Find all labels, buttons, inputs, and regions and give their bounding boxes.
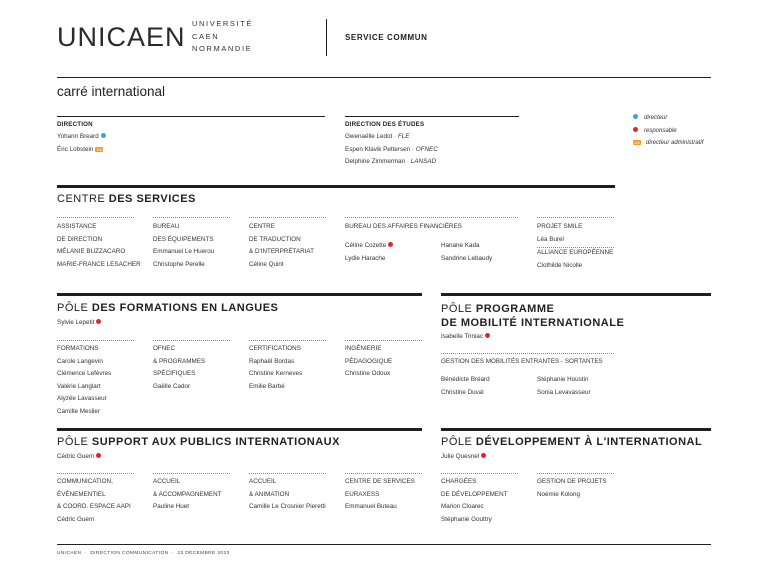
person-name: Stéphanie Gouttry xyxy=(441,515,492,523)
label-line: COMMUNICATION, xyxy=(57,478,113,485)
label-line: ACCUEIL xyxy=(249,478,277,485)
unit-label: GESTION DES MOBILITÉS ENTRANTES - SORTANTES xyxy=(441,358,603,365)
legend-item xyxy=(633,112,703,125)
header-divider xyxy=(326,19,327,56)
pole-mobilite-heading xyxy=(441,302,624,330)
direction-etudes-list xyxy=(345,131,438,169)
responsable-icon xyxy=(485,333,490,338)
person-role: FLE xyxy=(397,133,410,140)
list-item xyxy=(345,156,438,169)
divider xyxy=(57,217,134,218)
pole-support-rule xyxy=(57,428,422,431)
directeur-admin-icon: DA xyxy=(634,140,640,145)
label-line: ALLIANCE EUROPÉENNE xyxy=(537,249,614,257)
person-name: Julie Quesnel xyxy=(441,453,480,460)
heading-prefix: PÔLE xyxy=(57,436,92,448)
person-name: Emilie Barbé xyxy=(249,382,285,390)
unit-label xyxy=(153,343,205,393)
person-name: Pauline Huet xyxy=(153,503,190,511)
unicaen-logo xyxy=(57,22,186,53)
responsable-icon xyxy=(96,319,101,324)
divider xyxy=(153,340,230,341)
divider xyxy=(57,473,134,474)
directeur-admin-icon: DA xyxy=(96,146,103,152)
person-name: Léa Burel xyxy=(537,235,564,243)
divider xyxy=(441,353,614,354)
person-name: Espen Klavik Pettersen · xyxy=(345,145,416,153)
unit-label xyxy=(57,343,111,419)
label-line: PROJET SMILE xyxy=(537,223,583,230)
legend-label: directeur xyxy=(644,115,668,121)
label-line: BUREAU DES AFFAIRES FINANCIÈRES xyxy=(345,223,462,230)
person-list xyxy=(441,240,492,265)
unit-label xyxy=(57,476,131,526)
list-item xyxy=(345,240,393,253)
person-name: MÉLANIE BUZZACARO xyxy=(57,248,126,256)
divider xyxy=(153,473,230,474)
label-line: SPÉCIFIQUES xyxy=(153,370,196,378)
person-name: Raphaël Bordas xyxy=(249,357,295,365)
unit-label xyxy=(345,343,392,381)
pole-developpement-heading xyxy=(441,436,702,448)
heading-bold: SUPPORT AUX PUBLICS INTERNATIONAUX xyxy=(91,436,340,448)
university-line: CAEN xyxy=(192,31,220,41)
person-role: LANSAD xyxy=(410,158,436,166)
label-line: & ACCOMPAGNEMENT xyxy=(153,490,222,498)
person-name: Emmanuel Le Huerou xyxy=(153,248,215,256)
legend xyxy=(633,112,703,150)
divider xyxy=(249,340,326,341)
list-item xyxy=(57,144,106,157)
unit-label xyxy=(345,476,415,514)
person-name: Céline Quint xyxy=(249,260,284,268)
label-line: EURAXESS xyxy=(345,490,380,498)
label-line: DE DIRECTION xyxy=(57,235,103,243)
label-line: FORMATIONS xyxy=(57,345,99,352)
footer-rule xyxy=(57,544,711,545)
label-line: OFNEC xyxy=(153,345,176,352)
divider xyxy=(441,473,518,474)
label-line: INGÉNIERIE xyxy=(345,345,382,352)
pole-head xyxy=(441,331,490,344)
person-name: Bénédicte Bréard xyxy=(441,376,490,383)
person-name: Sonia Levavasseur xyxy=(537,388,591,396)
label-line: CENTRE xyxy=(249,223,275,230)
divider xyxy=(249,473,326,474)
label-line: ASSISTANCE xyxy=(57,223,97,230)
person-name: Christine Duval xyxy=(441,388,484,396)
person-name: Éric Lobstein xyxy=(57,145,94,153)
person-name: Marion Cloarec xyxy=(441,503,484,511)
legend-item xyxy=(633,137,703,150)
list-item xyxy=(57,131,106,144)
direction-etudes-rule xyxy=(345,116,519,117)
divider xyxy=(57,340,134,341)
responsable-icon xyxy=(481,453,486,458)
centre-services-rule xyxy=(57,185,615,188)
label-line: DE DÉVELOPPEMENT xyxy=(441,490,508,498)
label-line: GESTION DE PROJETS xyxy=(537,478,607,485)
unit-label xyxy=(441,476,507,526)
label-line: CENTRE DE SERVICES xyxy=(345,478,415,485)
unit-label xyxy=(537,476,607,501)
heading-bold: DES FORMATIONS EN LANGUES xyxy=(91,302,279,314)
person-name: Alyzée Lavasseur xyxy=(57,395,107,403)
centre-services-heading xyxy=(57,193,196,205)
person-name: Valérie Langlart xyxy=(57,382,101,390)
heading-bold: DES SERVICES xyxy=(108,193,196,205)
direction-label: DIRECTION xyxy=(57,121,93,128)
label-line: & COORD. ESPACE AAPI xyxy=(57,503,131,511)
person-name: Sylvie Lepetit xyxy=(57,319,95,326)
label-line: CERTIFICATIONS xyxy=(249,345,301,352)
person-name: Christine Odoux xyxy=(345,370,391,378)
direction-list xyxy=(57,131,106,156)
footer-text: UNICAEN · DIRECTION COMMUNICATION · 22 DÉCEMBRE 2023 xyxy=(57,551,230,556)
unit-label xyxy=(249,343,302,393)
person-name: Stéphanie Houstin xyxy=(537,376,589,383)
unit-label xyxy=(153,476,221,514)
university-name xyxy=(192,18,253,56)
legend-label: responsable xyxy=(644,127,677,134)
page-title: carré international xyxy=(57,84,166,99)
person-name: Cédric Guern xyxy=(57,515,95,523)
person-name: Clémence Lefèvres xyxy=(57,370,112,378)
pole-developpement-rule xyxy=(441,428,711,431)
heading-prefix: PÔLE xyxy=(441,303,476,315)
responsable-icon xyxy=(96,453,101,458)
label-line: & PROGRAMMES xyxy=(153,357,206,365)
label-line: & ANIMATION xyxy=(249,490,290,498)
unit-label xyxy=(153,221,214,271)
service-label: SERVICE COMMUN xyxy=(345,33,428,42)
person-name: Cédric Guern xyxy=(57,453,95,460)
heading-prefix: CENTRE xyxy=(57,193,109,205)
legend-label: directeur administratif xyxy=(646,140,704,146)
pole-head xyxy=(57,451,101,464)
person-name: Emmanuel Buteau xyxy=(345,503,397,511)
header-rule xyxy=(57,77,711,78)
label-line: CHARGÉES xyxy=(441,478,477,485)
directeur-icon xyxy=(633,114,638,119)
person-name: Gaëlle Cador xyxy=(153,382,191,390)
divider xyxy=(537,473,614,474)
university-line: NORMANDIE xyxy=(192,44,253,53)
person-name: Hanane Kada xyxy=(441,242,480,249)
directeur-icon xyxy=(101,133,106,138)
person-name: Noémie Kolong xyxy=(537,490,581,498)
heading-bold: PROGRAMME xyxy=(475,303,555,315)
legend-item xyxy=(633,125,703,138)
label-line: & D'INTERPRÉTARIAT xyxy=(249,248,314,256)
list-item xyxy=(345,131,438,144)
person-name: Yohann Breard xyxy=(57,133,99,140)
pole-head xyxy=(57,317,101,330)
person-name: MARIE-FRANCE LESACHER xyxy=(57,260,141,268)
unit-label xyxy=(537,221,614,272)
person-name: Christophe Perelle xyxy=(153,260,205,268)
unit-label xyxy=(57,221,141,271)
unit-label xyxy=(249,221,314,271)
responsable-icon xyxy=(633,127,638,132)
direction-rule xyxy=(57,116,325,117)
person-name: Gwenaëlle Ledot · xyxy=(345,133,398,140)
person-name: Céline Cozette xyxy=(345,242,387,249)
direction-etudes-label: DIRECTION DES ÉTUDES xyxy=(345,121,425,128)
divider xyxy=(345,473,422,474)
person-list xyxy=(345,240,393,265)
person-name: Isabelle Triniac xyxy=(441,333,483,340)
pole-formations-heading xyxy=(57,302,278,314)
label-line: DES ÉQUIPEMENTS xyxy=(153,235,214,243)
label-line: ACCUEIL xyxy=(153,478,181,485)
person-list xyxy=(441,374,490,399)
list-item xyxy=(345,144,438,157)
person-name: Camille Le Crosnier Pieretti xyxy=(249,503,326,511)
person-role: OFNEC xyxy=(415,145,438,153)
label-line: DE TRADUCTION xyxy=(249,235,301,243)
person-list xyxy=(537,374,591,399)
label-line: PÉDAGOGIQUE xyxy=(345,357,393,365)
person-name: Christine Kerneves xyxy=(249,370,303,378)
label-line: ÉVÈNEMENTIEL xyxy=(57,490,106,498)
pole-support-heading xyxy=(57,436,340,448)
label-line: BUREAU xyxy=(153,223,180,230)
person-name: Sandrine Lebaudy xyxy=(441,254,493,262)
heading-prefix: PÔLE xyxy=(441,436,476,448)
heading-bold: DÉVELOPPEMENT À L'INTERNATIONAL xyxy=(475,436,703,448)
person-name: Lydie Harache xyxy=(345,254,386,262)
unit-label xyxy=(249,476,326,514)
divider xyxy=(249,217,326,218)
divider xyxy=(345,340,422,341)
unit-label xyxy=(345,221,462,234)
divider xyxy=(153,217,230,218)
pole-mobilite-rule xyxy=(441,293,711,296)
heading-prefix: PÔLE xyxy=(57,302,92,314)
logo-text: UNICAEN xyxy=(57,22,186,52)
person-name: Delphine Zimmerman · xyxy=(345,158,411,166)
pole-head xyxy=(441,451,486,464)
university-line: UNIVERSITÉ xyxy=(192,19,254,28)
pole-formations-rule xyxy=(57,293,422,296)
heading-bold: DE MOBILITÉ INTERNATIONALE xyxy=(441,317,625,329)
divider xyxy=(537,217,614,218)
person-name: Carole Langevin xyxy=(57,357,103,365)
person-name: Camille Meslier xyxy=(57,407,101,415)
divider xyxy=(345,217,518,218)
person-name: Clothilde Nicolle xyxy=(537,261,583,269)
responsable-icon xyxy=(388,242,393,247)
